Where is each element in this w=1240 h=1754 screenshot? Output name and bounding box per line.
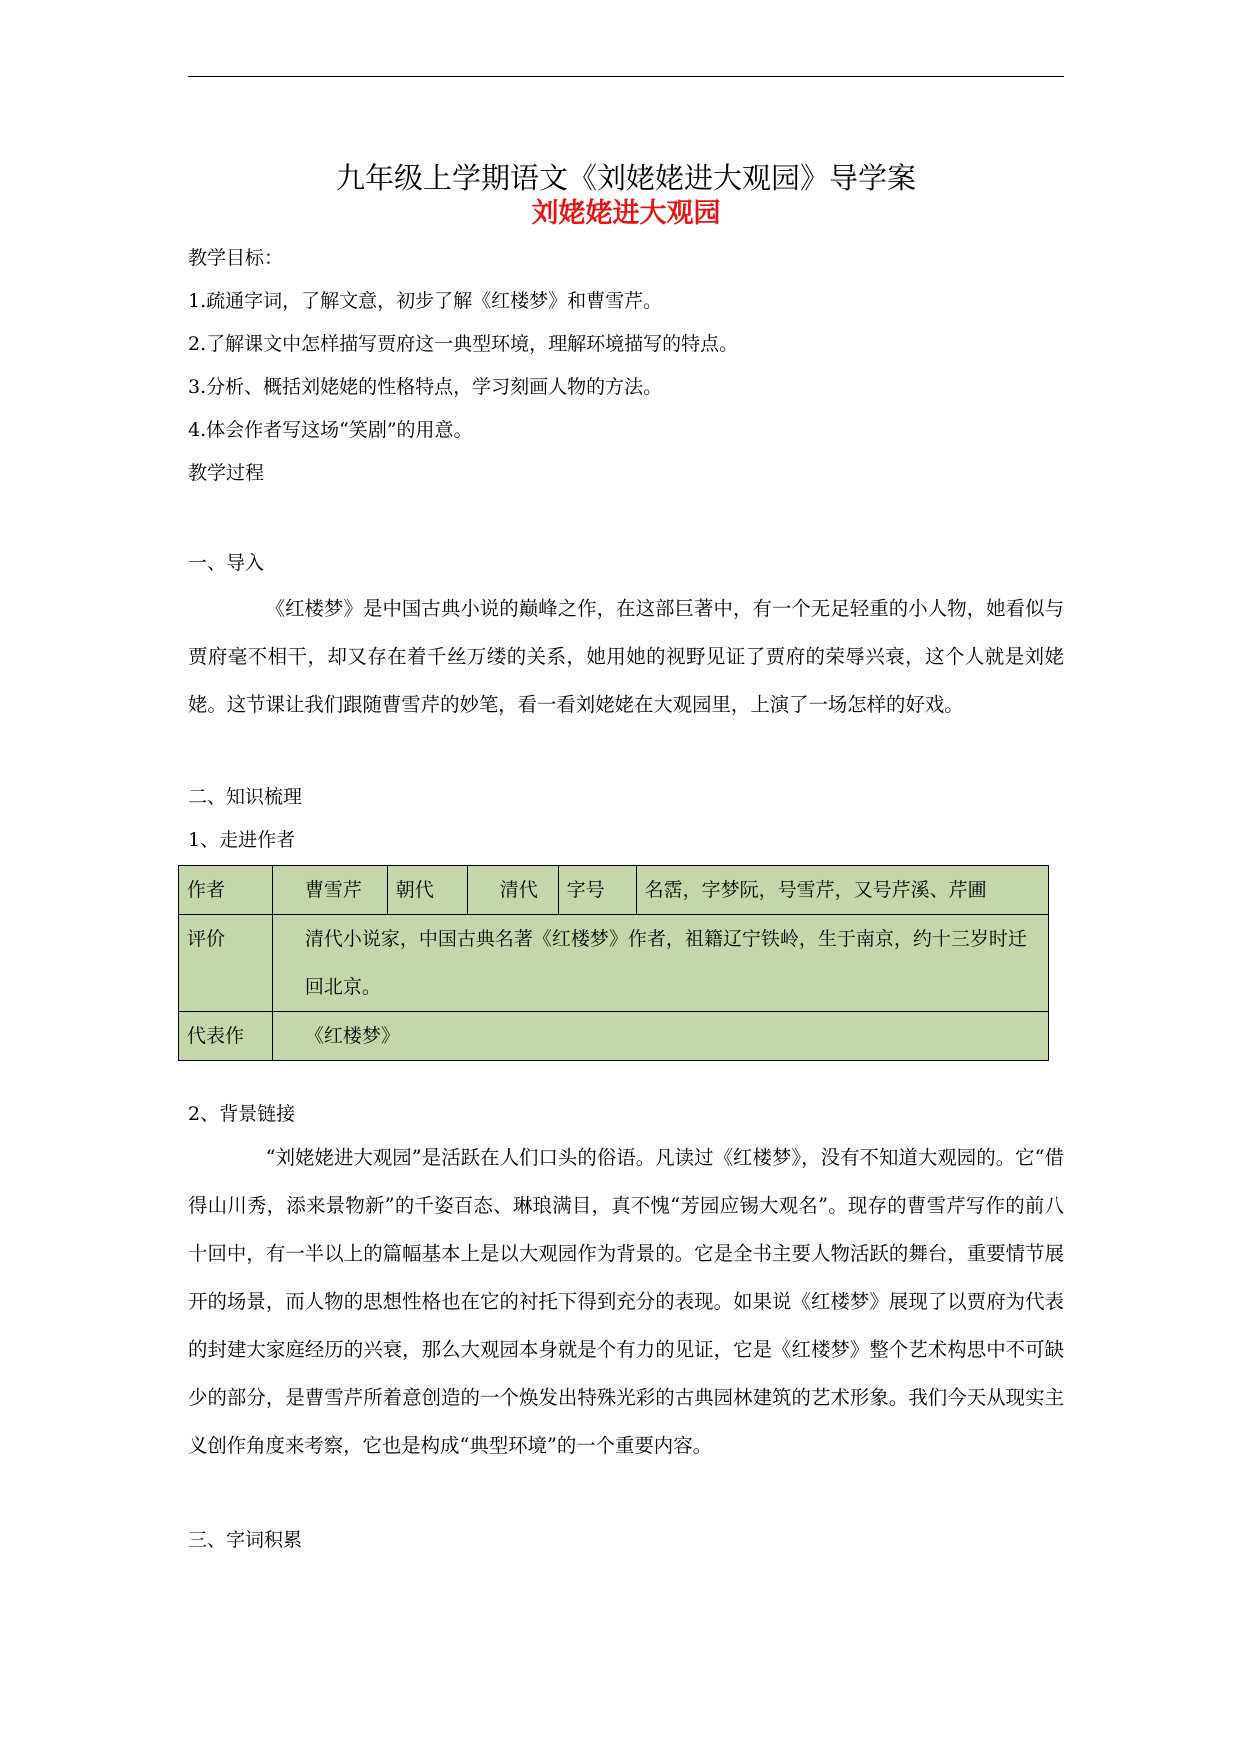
background-paragraph: “刘姥姥进大观园”是活跃在人们口头的俗语。凡读过《红楼梦》，没有不知道大观园的。它“借得山川秀，添来景物新”的千姿百态、琳琅满目，真不愧“芳园应锡大观名”。现存的曹雪芹写作的前八十回中，有一半以上的篇幅基本上是以大观园作为背景的。它是全书主要人物活跃的舞台，重要情节展开的场景，而人物的思想性格也在它的衬托下得到充分的表现。如果说《红楼梦》展现了以贾府为代表的封建大家庭经历的兴衰，那么大观园本身就是个有力的见证，它是《红楼梦》整个艺术构思中不可缺少的部分，是曹雪芹所着意创造的一个焕发出特殊光彩的古典园林建筑的艺术形象。我们今天从现实主义创作角度来考察，它也是构成“典型环境”的一个重要内容。 [188, 1146, 1064, 1457]
review-label-cell: 评价 [179, 915, 273, 1012]
author-label-cell: 作者 [179, 866, 273, 915]
subheading-background: 2、背景链接 [188, 1103, 296, 1125]
review-value-cell: 清代小说家，中国古典名著《红楼梦》作者，祖籍辽宁铁岭，生于南京，约十三岁时迁回北京。 [272, 915, 1048, 1012]
zihao-value-cell: 名霑，字梦阮，号雪芹，又号芹溪、芹圃 [636, 866, 1048, 915]
section-heading-intro: 一、导入 [188, 552, 265, 574]
goal-item: 3.分析、概括刘姥姥的性格特点，学习刻画人物的方法。 [188, 376, 663, 398]
header-rule [188, 76, 1064, 77]
table-row [179, 866, 1049, 915]
dynasty-value-cell: 清代 [467, 866, 558, 915]
dynasty-label-cell: 朝代 [387, 866, 467, 915]
document-subtitle: 刘姥姥进大观园 [531, 198, 721, 229]
table-row [179, 1012, 1049, 1061]
section-heading-knowledge: 二、知识梳理 [188, 786, 303, 808]
works-label-cell: 代表作 [179, 1012, 273, 1061]
works-value-cell: 《红楼梦》 [272, 1012, 1048, 1061]
goal-item: 2.了解课文中怎样描写贾府这一典型环境，理解环境描写的特点。 [188, 333, 739, 355]
section-heading-vocab: 三、字词积累 [188, 1529, 303, 1551]
table-row [179, 915, 1049, 1012]
goal-item: 1.疏通字词，了解文意，初步了解《红楼梦》和曹雪芹。 [188, 290, 663, 312]
goal-item: 4.体会作者写这场“笑剧”的用意。 [188, 419, 473, 441]
author-value-cell: 曹雪芹 [272, 866, 387, 915]
process-heading: 教学过程 [188, 462, 265, 484]
goals-heading: 教学目标： [188, 247, 284, 269]
author-info-table [178, 865, 1049, 1061]
zihao-label-cell: 字号 [558, 866, 636, 915]
document-title: 九年级上学期语文《刘姥姥进大观园》导学案 [335, 161, 916, 195]
subheading-author: 1、走进作者 [188, 829, 296, 851]
intro-paragraph: 《红楼梦》是中国古典小说的巅峰之作，在这部巨著中，有一个无足轻重的小人物，她看似与贾府毫不相干，却又存在着千丝万缕的关系，她用她的视野见证了贾府的荣辱兴衰，这个人就是刘姥姥。这节课让我们跟随曹雪芹的妙笔，看一看刘姥姥在大观园里，上演了一场怎样的好戏。 [188, 597, 1064, 716]
